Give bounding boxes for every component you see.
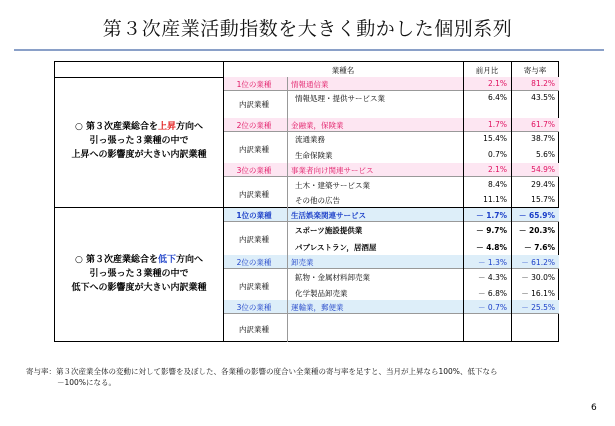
fall-rank2-sub1-mom: － 4.3% — [478, 273, 507, 282]
fall-rank1-sub2-mom: － 4.8% — [476, 243, 507, 252]
ranking-table — [54, 61, 559, 342]
rise-rank1-contrib: 81.2% — [531, 79, 555, 88]
rise-group-description: ○ 第３次産業総合を上昇方向へ 引っ張った３業種の中で 上昇への影響度が大きい内訳業種 — [71, 122, 207, 160]
rise-rank3-mom: 2.1% — [487, 165, 507, 174]
fall-rank2-sub1-contrib: － 30.0% — [521, 273, 555, 282]
fall-rank1-sub2-contrib: － 7.6% — [524, 243, 555, 252]
rise-rank1-sub-label: 内訳業種 — [239, 100, 269, 109]
rise-rank3-sub1-name: 土木・建築サービス業 — [295, 181, 370, 190]
fall-rank2-sub1-name: 鉱物・金属材料卸売業 — [295, 273, 370, 282]
header-mom: 前月比 — [475, 66, 499, 75]
fall-rank3-contrib: － 25.5% — [521, 303, 555, 312]
fall-rank2-sub-label: 内訳業種 — [239, 282, 269, 291]
page-number: 6 — [591, 403, 597, 413]
footnote: 寄与率：第３次産業全体の変動に対して影響を及ぼした、各業種の影響の度合い全業種の寄与率を足すと、当月が上昇なら100%、低下なら －100%になる。 — [26, 367, 498, 387]
rise-rank3-sub2-contrib: 15.7% — [531, 195, 555, 204]
rise-rank3-sub1-mom: 8.4% — [487, 180, 507, 189]
fall-rank1-label: 1位の業種 — [236, 211, 272, 220]
rise-rank1-name: 情報通信業 — [291, 80, 329, 89]
rise-rank2-label: 2位の業種 — [236, 121, 272, 130]
fall-rank1-sub-label: 内訳業種 — [239, 235, 269, 244]
rise-rank2-sub2-name: 生命保険業 — [295, 151, 333, 160]
fall-rank1-sub2-name: パブレストラン，居酒屋 — [295, 243, 377, 252]
header-contrib: 寄与率 — [523, 66, 547, 75]
rise-rank3-sub-label: 内訳業種 — [239, 190, 269, 199]
rise-rank1-mom: 2.1% — [487, 79, 507, 88]
rise-rank2-sub1-mom: 15.4% — [483, 134, 507, 143]
fall-rank3-label: 3位の業種 — [236, 303, 272, 312]
rise-rank1-label: 1位の業種 — [236, 80, 272, 89]
header-industry: 業種名 — [331, 66, 355, 75]
rise-rank2-sub1-contrib: 38.7% — [531, 134, 555, 143]
page-title: 第３次産業活動指数を大きく動かした個別系列 — [102, 18, 513, 40]
rise-rank1-sub1-contrib: 43.5% — [531, 93, 555, 102]
rise-rank2-sub2-contrib: 5.6% — [535, 150, 555, 159]
fall-rank1-name: 生活娯楽関連サービス — [291, 211, 366, 220]
rise-rank2-contrib: 61.7% — [531, 120, 555, 129]
rise-rank3-sub2-name: その他の広告 — [295, 196, 340, 205]
rise-rank2-sub-label: 内訳業種 — [239, 145, 269, 154]
fall-rank1-contrib: － 65.9% — [518, 211, 555, 220]
rise-rank2-sub2-mom: 0.7% — [487, 150, 507, 159]
rise-rank3-sub1-contrib: 29.4% — [531, 180, 555, 189]
fall-rank3-sub-label: 内訳業種 — [239, 325, 269, 334]
fall-rank1-sub1-name: スポーツ施設提供業 — [295, 226, 363, 235]
rise-rank2-sub1-name: 流通業務 — [295, 135, 325, 144]
rise-rank2-mom: 1.7% — [487, 120, 507, 129]
rise-rank3-label: 3位の業種 — [236, 166, 272, 175]
fall-rank2-contrib: － 61.2% — [521, 258, 555, 267]
rise-rank1-sub1-mom: 6.4% — [487, 93, 507, 102]
fall-rank2-sub2-mom: － 6.8% — [478, 289, 507, 298]
title-divider — [14, 49, 604, 51]
rise-rank3-name: 事業者向け関連サービス — [291, 166, 374, 175]
fall-rank1-mom: － 1.7% — [476, 211, 507, 220]
fall-rank2-sub2-name: 化学製品卸売業 — [295, 289, 348, 298]
rise-rank3-contrib: 54.9% — [531, 165, 555, 174]
fall-rank1-sub1-contrib: － 20.3% — [518, 226, 555, 235]
rise-rank3-sub2-mom: 11.1% — [483, 195, 507, 204]
fall-group-description: ○ 第３次産業総合を低下方向へ 引っ張った３業種の中で 低下への影響度が大きい内訳業種 — [71, 255, 207, 293]
fall-rank2-name: 卸売業 — [291, 258, 314, 267]
fall-rank2-sub2-contrib: － 16.1% — [521, 289, 555, 298]
fall-rank1-sub1-mom: － 9.7% — [476, 226, 507, 235]
fall-rank3-mom: － 0.7% — [478, 303, 507, 312]
rise-rank1-sub1-name: 情報処理・提供サービス業 — [295, 94, 385, 103]
fall-rank2-mom: － 1.3% — [478, 258, 507, 267]
fall-rank3-name: 運輸業，郵便業 — [291, 303, 344, 312]
fall-rank2-label: 2位の業種 — [236, 258, 272, 267]
rise-rank2-name: 金融業，保険業 — [291, 121, 344, 130]
